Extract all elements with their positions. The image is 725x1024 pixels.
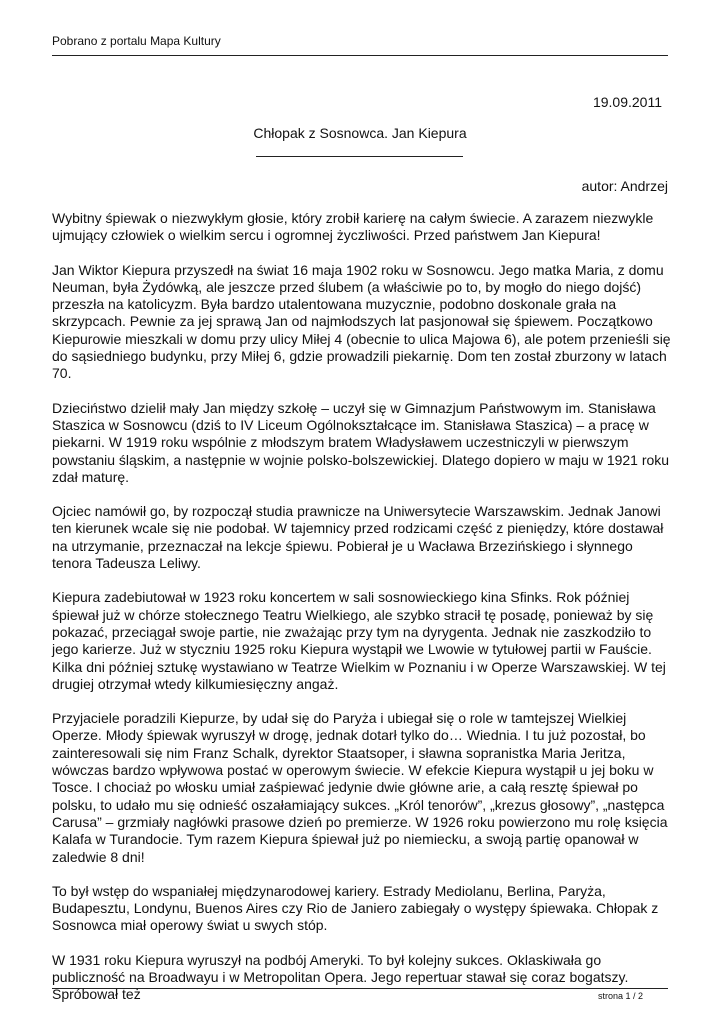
paragraph-birth: Jan Wiktor Kiepura przyszedł na świat 16 maja 1902 roku w Sosnowcu. Jego matka Maria, z domu Neuman, była Żydówką, ale jeszcze przed ślubem (a właściwie po to, by mogło do niego dojść) przeszła na katolicyzm. Była bardzo utalentowana muzycznie, podobno doskonale grała na skrzypcach. Pewnie za jej sprawą Jan od najmłodszych lat pasjonował się śpiewem. Początkowo Kiepurowie mieszkali w domu przy ulicy Miłej 4 (obecnie to ulica Majowa 6), ale potem przenieśli się do sąsiedniego budynku, przy Miłej 6, gdzie prowadzili piekarnię. Dom ten został zburzony w latach 70. [52,261,671,382]
page-number: strona 1 / 2 [597,991,643,1001]
paragraph-career: To był wstęp do wspaniałej międzynarodowej kariery. Estrady Mediolanu, Berlina, Paryża, Budapesztu, Londynu, Buenos Aires czy Rio de Janiero zabiegały o występy śpiewaka. Chłopak z Sosnowca miał operowy świat u swych stóp. [52,882,659,934]
article-title: Chłopak z Sosnowca. Jan Kiepura [253,125,467,141]
paragraph-vienna: Przyjaciele poradzili Kiepurze, by udał się do Paryża i ubiegał się o role w tamtejszej Wielkiej Operze. Młody śpiewak wyruszył w drogę, jednak dotarł tylko do… Wiednia. I tu już pozostał, bo zainteresowali się nim Franz Schalk, dyrektor Staatsoper, i sławna sopranistka Maria Jeritza, wówczas bardzo wpływowa postać w operowym świecie. W efekcie Kiepura wystąpił u jej boku w Tosce. I chociaż po włosku umiał zaśpiewać jedynie dwie główne arie, a całą resztę śpiewał po polsku, to udało mu się odnieść oszałamiający sukces. „Król tenorów”, „krezus głosowy”, „następca Carusa” – grzmiały nagłówki prasowe dzień po premierze. W 1926 roku powierzono mu rolę księcia Kalafa w Turandocie. Tym razem Kiepura śpiewał już po niemiecku, a swoją partię opanował w zaledwie 8 dni! [52,710,668,865]
paragraph-studies: Ojciec namówił go, by rozpoczął studia prawnicze na Uniwersytecie Warszawskim. Jednak Janowi ten kierunek wcale się nie podobał. W tajemnicy przed rodzicami część z pieniędzy, które dostawał na utrzymanie, przeznaczał na lekcje śpiewu. Pobierał je u Wacława Brzezińskiego i słynnego tenora Tadeusza Leliwy. [52,503,664,572]
article-date: 19.09.2011 [592,94,662,110]
paragraph-debut: Kiepura zadebiutował w 1923 roku koncertem w sali sosnowieckiego kina Sfinks. Rok później śpiewał już w chórze stołecznego Teatru Wielkiego, ale szybko stracił tę posadę, ponieważ by się pokazać, przeciągał swoje partie, nie zważając przy tym na dyrygenta. Jednak nie zaszkodziło to jego karierze. Już w styczniu 1925 roku Kiepura wystąpił we Lwowie w tytułowej partii w Fauście. Kilka dni później sztukę wystawiano w Teatrze Wielkim w Poznaniu i w Operze Warszawskiej. W tej drugiej otrzymał wtedy kilkumiesięczny angaż. [52,589,666,692]
paragraph-intro: Wybitny śpiewak o niezwykłym głosie, który zrobił karierę na całym świecie. A zarazem niezwykle ujmujący człowiek o wielkim sercu i ogromnej życzliwości. Przed państwem Jan Kiepura! [52,210,654,244]
article-body [52,210,676,1021]
footer-divider [52,988,668,989]
portal-source-header: Pobrano z portalu Mapa Kultury [52,34,221,48]
header-divider [52,55,668,56]
paragraph-america: W 1931 roku Kiepura wyruszył na podbój Ameryki. To był kolejny sukces. Oklaskiwała go publiczność na Broadwayu i w Metropolitan Opera. Jego repertuar stawał się coraz bogatszy. Spróbował też [52,951,629,1003]
title-underline [256,156,463,157]
article-author: autor: Andrzej [581,178,668,194]
paragraph-childhood: Dzieciństwo dzielił mały Jan między szkołę – uczył się w Gimnazjum Państwowym im. Stanisława Staszica w Sosnowcu (dziś to IV Liceum Ogólnokształcące im. Stanisława Staszica) – a pracę w piekarni. W 1919 roku wspólnie z młodszym bratem Władysławem uczestniczyli w pierwszym powstaniu śląskim, a następnie w wojnie polsko-bolszewickiej. Dlatego dopiero w maju w 1921 roku zdał maturę. [52,399,670,485]
